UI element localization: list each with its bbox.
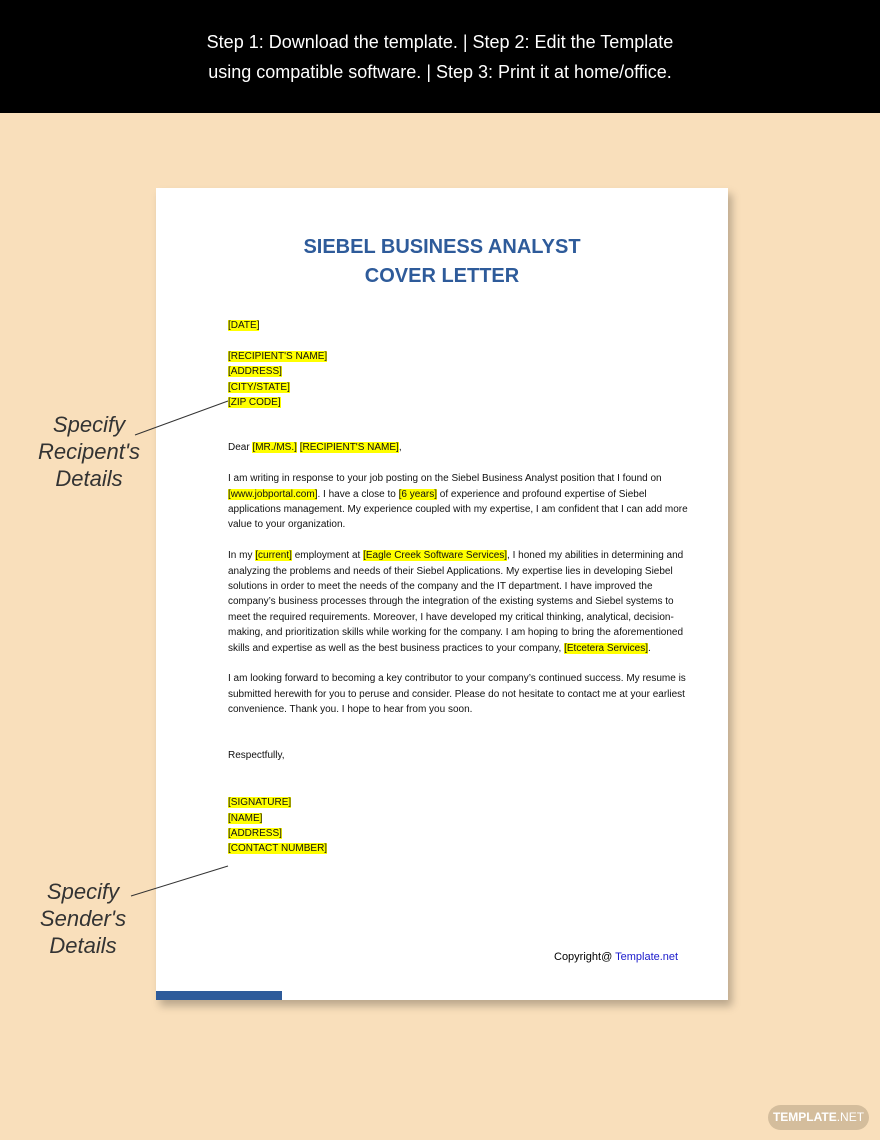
text-segment: I am writing in response to your job posting on the Siebel Business Analyst position that I found on xyxy=(228,473,662,485)
callout-text: Sender's xyxy=(39,906,127,931)
placeholder-field: [Eagle Creek Software Services] xyxy=(363,550,508,562)
title-line-1: SIEBEL BUSINESS ANALYST xyxy=(303,236,581,258)
copyright-text: Copyright@ xyxy=(554,951,616,963)
recipient-city-state: [CITY/STATE] xyxy=(228,381,290,393)
recipient-callout xyxy=(30,411,148,492)
text-segment: I am looking forward to becoming a key contributor to your company’s continued success. My resume is submitted herewith for you to peruse and consider. Please do not hesitate to contact me at your earliest convenience. Thank you. I hope to hear from you soon. xyxy=(228,673,686,716)
text-segment: employment at xyxy=(291,550,364,562)
sender-address: [ADDRESS] xyxy=(228,827,282,839)
template-net-badge[interactable] xyxy=(768,1105,869,1130)
text-segment: In my xyxy=(228,550,256,562)
recipient-name: [RECIPIENT'S NAME] xyxy=(228,350,328,362)
template-net-link[interactable]: Template.net xyxy=(615,951,679,963)
placeholder-field: [6 years] xyxy=(398,488,438,500)
text-segment: . I have a close to xyxy=(317,488,399,500)
badge-rest: .NET xyxy=(836,1110,865,1124)
text-segment: of experience and profound expertise of Siebel applications management. My experience coupled with my expertise, I am confident that I can add more value to your organization. xyxy=(228,488,688,531)
recipient-address: [ADDRESS] xyxy=(228,366,282,378)
text-segment: , I honed my abilities in determining and analyzing the problems and needs of their Siebel Applications. My expertise lies in developing Siebel solutions in order to meet the needs of the company and the IT department. I have improved the company’s business processes through the integration of the existing systems and Siebel systems to meet the required requirements. Moreover, I have developed my critical thinking, analytical, decision-making, and prioritization skills while working for the company. I am hoping to bring the aforementioned skills and expertise as well as the best business practices to your company, xyxy=(228,550,684,654)
placeholder-field: [RECIPIENT'S NAME] xyxy=(299,442,399,454)
recipient-zip: [ZIP CODE] xyxy=(228,397,281,409)
callout-text: Details xyxy=(55,466,123,491)
sender-name: [NAME] xyxy=(228,812,263,824)
callout-text: Specify xyxy=(52,412,126,437)
callout-text: Specify xyxy=(46,879,120,904)
text-segment: Dear xyxy=(228,442,253,454)
placeholder-field: [MR./MS.] xyxy=(252,442,297,454)
placeholder-field: [www.jobportal.com] xyxy=(228,488,318,500)
date-placeholder: [DATE] xyxy=(228,320,260,331)
sender-signature: [SIGNATURE] xyxy=(228,797,292,809)
closing: Respectfully, xyxy=(228,749,285,761)
text-segment: . xyxy=(648,642,651,654)
placeholder-field: [Etcetera Services] xyxy=(564,642,649,654)
banner-line-1: Step 1: Download the template. | Step 2: Edit the Template xyxy=(206,32,674,52)
placeholder-field: [current] xyxy=(255,550,292,562)
banner-line-2: using compatible software. | Step 3: Print it at home/office. xyxy=(208,62,672,82)
sender-callout xyxy=(28,878,138,959)
text-segment: , xyxy=(398,442,402,454)
callout-text: Details xyxy=(49,933,117,958)
callout-text: Recipent's xyxy=(37,439,141,464)
title-line-2: COVER LETTER xyxy=(364,265,520,287)
badge-bold: TEMPLATE xyxy=(772,1110,837,1124)
sender-contact: [CONTACT NUMBER] xyxy=(228,843,328,855)
